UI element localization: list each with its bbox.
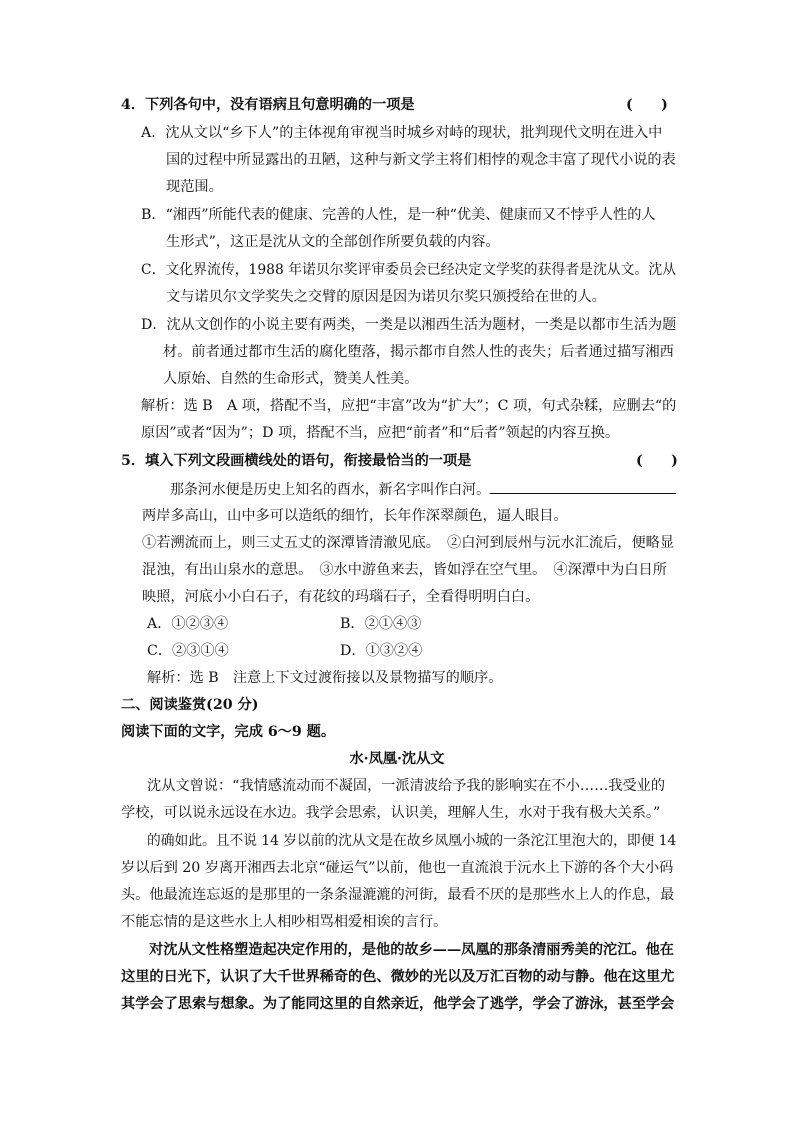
passage-line2: 学校，可以说永远设在水边。我学会思索，认识美，理解人生，水对于我有极大关系。” (121, 805, 661, 821)
q5-passage-text: 那条河水便是历史上知名的酉水，新名字叫作白河。 (170, 482, 490, 498)
q4-option-d-line1: D．沈从文创作的小说主要有两类，一类是以湘西生活为题材，一类是以都市生活为题 (141, 317, 677, 333)
q4-answer-line2: 原因”或者“因为”；D 项，搭配不当，应把“前者”和“后者”领起的内容互换。 (141, 425, 620, 441)
q4-option-c-line1: C．文化界流传，1988 年诺贝尔奖评审委员会已经决定文学奖的获得者是沈从文。沈从 (141, 262, 677, 278)
q5-option-a: A．①②③④ (147, 616, 229, 632)
passage-line5: 头。他最流连忘返的是那里的一条条湿漉漉的河街，最看不厌的是那些水上人的作息，最 (121, 887, 675, 903)
q4-option-a-line3: 现范围。 (166, 179, 223, 195)
q5-answer-paren: ( ) (636, 453, 678, 469)
q5-stem: 5．填入下列文段画横线处的语句，衔接最恰当的一项是 (121, 453, 472, 469)
q5-option-c: C．②③①④ (147, 643, 229, 659)
q5-passage-line1 (170, 479, 676, 500)
passage-line1: 沈从文曾说：“我情感流动而不凝固，一派清波给予我的影响实在不小……我受业的 (147, 778, 666, 794)
passage-title: 水·凤凰·沈从文 (349, 751, 445, 767)
q5-passage-line5: 映照，河底小小白石子，有花纹的玛瑙石子，全看得明明白白。 (142, 589, 540, 605)
passage-line4: 岁以后到 20 岁离开湘西去北京“碰运气”以前，他也一直流浪于沅水上下游的各个大小码 (121, 860, 674, 876)
passage-line3: 的确如此。且不说 14 岁以前的沈从文是在故乡凤凰小城的一条沱江里泡大的，即便 14 (147, 833, 677, 849)
q4-answer-paren: ( ) (626, 97, 668, 113)
q5-answer: 解析：选 B 注意上下文过渡衔接以及景物描写的顺序。 (147, 670, 503, 686)
fill-in-blank (490, 479, 676, 494)
q5-passage-line3: ①若溯流而上，则三丈五丈的深潭皆清澈见底。 ②白河到辰州与沅水汇流后，便略显 (142, 535, 675, 551)
q4-option-c-line2: 文与诺贝尔文学奖失之交臂的原因是因为诺贝尔奖只颁授给在世的人。 (166, 289, 606, 305)
section-heading: 二、阅读鉴赏(20 分) (121, 697, 259, 713)
passage-line7: 对沈从文性格塑造起决定作用的，是他的故乡——凤凰的那条清丽秀美的沱江。他在 (149, 942, 674, 958)
q4-option-b-line2: 生形式”，这正是沈从文的全部创作所要负载的内容。 (166, 234, 500, 250)
q4-answer-line1: 解析：选 B A 项，搭配不当，应把“丰富”改为“扩大”；C 项，句式杂糅，应删去“的 (141, 398, 677, 414)
q5-option-d: D．①③②④ (340, 643, 423, 659)
passage-line8: 这里的日光下，认识了大千世界稀奇的色、微妙的光以及万汇百物的动与静。他在这里尤 (121, 969, 675, 985)
q4-option-d-line2: 材。前者通过都市生活的腐化堕落，揭示都市自然人性的丧失；后者通过描写湘西 (163, 344, 674, 360)
q4-stem: 4．下列各句中，没有语病且句意明确的一项是 (121, 97, 415, 113)
q4-option-a-line2: 国的过程中所显露出的丑陋，这种与新文学主将们相悖的观念丰富了现代小说的表 (166, 152, 676, 168)
q5-option-b: B．②①④③ (340, 616, 422, 632)
section-instruction: 阅读下面的文字，完成 6～9 题。 (121, 724, 336, 740)
passage-line6: 不能忘情的是这些水上人相吵相骂相爱相诶的言行。 (121, 914, 448, 930)
q4-option-d-line3: 人原始、自然的生命形式，赞美人性美。 (163, 371, 419, 387)
q4-option-b-line1: B．“湘西”所能代表的健康、完善的人性，是一种“优美、健康而又不悖乎人性的人 (141, 207, 656, 223)
q4-option-a-line1: A．沈从文以“乡下人”的主体视角审视当时城乡对峙的现状，批判现代文明在进入中 (141, 125, 663, 141)
q5-passage-line2: 两岸多高山，山中多可以造纸的细竹，长年作深翠颜色，逼人眼目。 (142, 508, 568, 524)
passage-line9: 其学会了思索与想象。为了能同这里的自然亲近，他学会了逃学，学会了游泳，甚至学会 (121, 996, 675, 1012)
q5-passage-line4: 混浊，有出山泉水的意思。 ③水中游鱼来去，皆如浮在空气里。 ④深潭中为白日所 (142, 562, 667, 578)
